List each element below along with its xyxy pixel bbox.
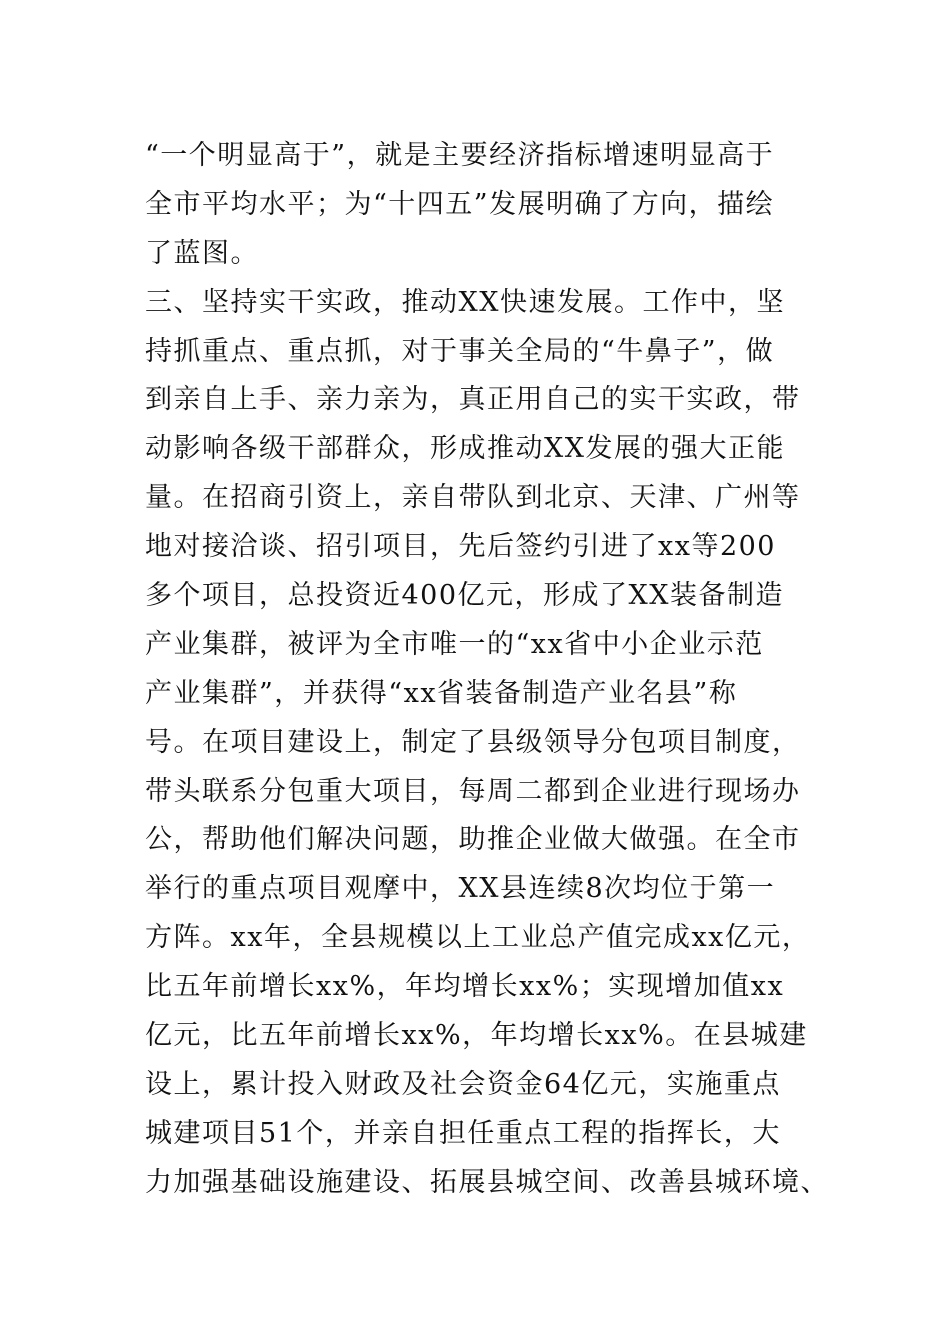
text-line: 到亲自上手、亲力亲为，真正用自己的实干实政，带 (145, 384, 801, 416)
body-text (145, 132, 845, 1208)
text-line: 比五年前增长xx%，年均增长xx%；实现增加值xx (145, 971, 785, 1003)
text-line: 城建项目51个，并亲自担任重点工程的指挥长，大 (145, 1117, 781, 1149)
text-line: 方阵。xx年，全县规模以上工业总产值完成xx亿元， (145, 922, 811, 954)
text-line: 产业集群，被评为全市唯一的“xx省中小企业示范 (145, 628, 764, 660)
text-line: 持抓重点、重点抓，对于事关全局的“牛鼻子”，做 (145, 335, 775, 367)
text-line: 量。在招商引资上，亲自带队到北京、天津、广州等 (145, 482, 801, 514)
text-line: 三、坚持实干实政，推动XX快速发展。工作中，坚 (145, 286, 785, 318)
text-line: 全市平均水平；为“十四五”发展明确了方向，描绘 (145, 188, 775, 220)
text-line: 号。在项目建设上，制定了县级领导分包项目制度， (145, 726, 801, 758)
text-line: 动影响各级干部群众，形成推动XX发展的强大正能 (145, 433, 785, 465)
text-line: 多个项目，总投资近400亿元，形成了XX装备制造 (145, 580, 784, 612)
text-line: 产业集群”，并获得“xx省装备制造产业名县”称 (145, 677, 738, 709)
text-line: 带头联系分包重大项目，每周二都到企业进行现场办 (145, 775, 801, 807)
text-line: “一个明显高于”，就是主要经济指标增速明显高于 (145, 140, 775, 171)
text-line: 力加强基础设施建设、拓展县城空间、改善县城环境、 (145, 1166, 829, 1198)
text-line: 公，帮助他们解决问题，助推企业做大做强。在全市 (145, 824, 801, 856)
text-line: 举行的重点项目观摩中，XX县连续8次均位于第一 (145, 873, 776, 905)
text-line: 地对接洽谈、招引项目，先后签约引进了xx等200 (145, 531, 776, 563)
text-line: 设上，累计投入财政及社会资金64亿元，实施重点 (145, 1068, 781, 1100)
text-line: 了蓝图。 (145, 237, 259, 269)
text-line: 亿元，比五年前增长xx%，年均增长xx%。在县城建 (145, 1020, 808, 1052)
